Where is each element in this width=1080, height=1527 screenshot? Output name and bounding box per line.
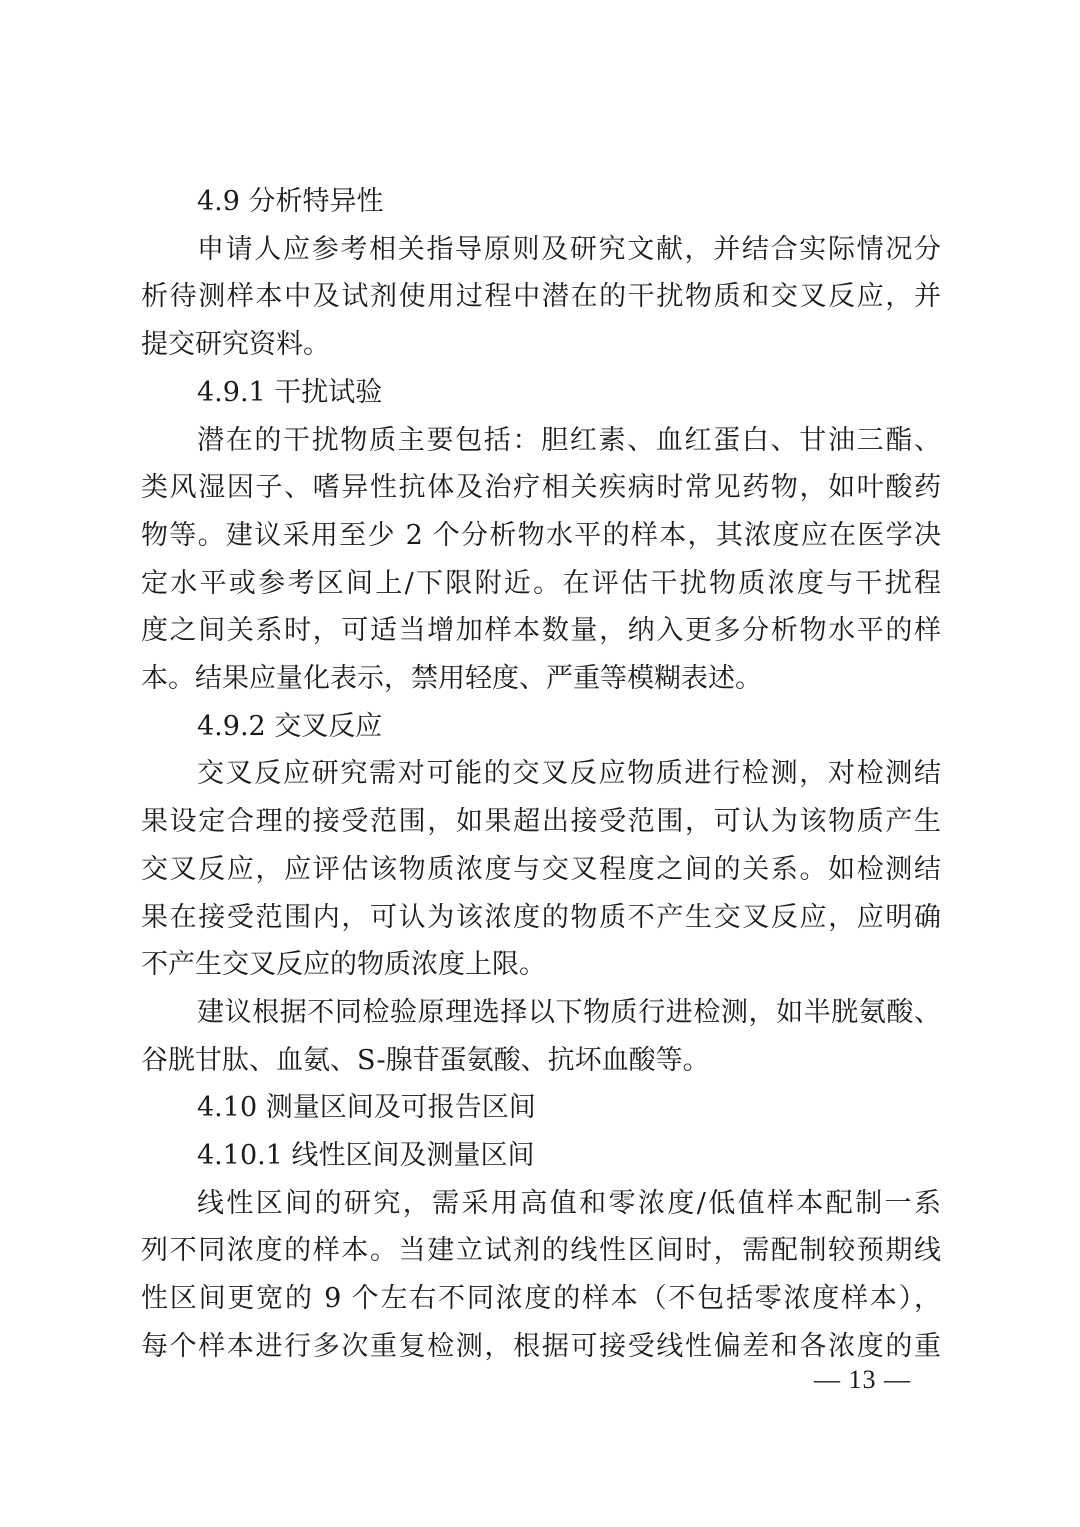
text-line: 定水平或参考区间上/下限附近。在评估干扰物质浓度与干扰程 [141,567,941,599]
text-line: 申请人应参考相关指导原则及研究文献，并结合实际情况分 [197,233,941,265]
text-line: 交叉反应，应评估该物质浓度与交叉程度之间的关系。如检测结 [141,853,941,885]
text-line: 类风湿因子、嗜异性抗体及治疗相关疾病时常见药物，如叶酸药 [141,472,941,504]
text-line: 4.9 分析特异性 [197,186,384,217]
text-line: 度之间关系时，可适当增加样本数量，纳入更多分析物水平的样 [141,615,941,647]
text-line: 4.9.2 交叉反应 [197,710,383,742]
text-line: 果在接受范围内，可认为该浓度的物质不产生交叉反应，应明确 [141,901,941,933]
text-line: 4.10.1 线性区间及测量区间 [197,1140,535,1171]
text-line: 交叉反应研究需对可能的交叉反应物质进行检测，对检测结 [197,758,941,790]
page-number: — 13 — [814,1365,911,1394]
text-line: 4.10 测量区间及可报告区间 [197,1092,536,1124]
text-line: 每个样本进行多次重复检测，根据可接受线性偏差和各浓度的重 [141,1330,941,1362]
text-line: 性区间更宽的 9 个左右不同浓度的样本（不包括零浓度样本）， [141,1283,941,1315]
text-line: 不产生交叉反应的物质浓度上限。 [141,949,546,981]
text-line: 谷胱甘肽、血氨、S-腺苷蛋氨酸、抗坏血酸等。 [141,1044,710,1076]
text-line: 提交研究资料。 [141,329,330,361]
text-line: 本。结果应量化表示，禁用轻度、严重等模糊表述。 [141,663,762,694]
text-line: 析待测样本中及试剂使用过程中潜在的干扰物质和交叉反应，并 [141,281,941,313]
text-line: 4.9.1 干扰试验 [197,376,383,408]
text-line: 线性区间的研究，需采用高值和零浓度/低值样本配制一系 [197,1187,941,1219]
text-line: 果设定合理的接受范围，如果超出接受范围，可认为该物质产生 [141,806,941,838]
text-line: 建议根据不同检验原理选择以下物质行进检测，如半胱氨酸、 [197,996,941,1028]
text-line: 列不同浓度的样本。当建立试剂的线性区间时，需配制较预期线 [141,1235,941,1267]
text-line: 潜在的干扰物质主要包括：胆红素、血红蛋白、甘油三酯、 [197,424,941,456]
text-line: 物等。建议采用至少 2 个分析物水平的样本，其浓度应在医学决 [141,519,941,551]
